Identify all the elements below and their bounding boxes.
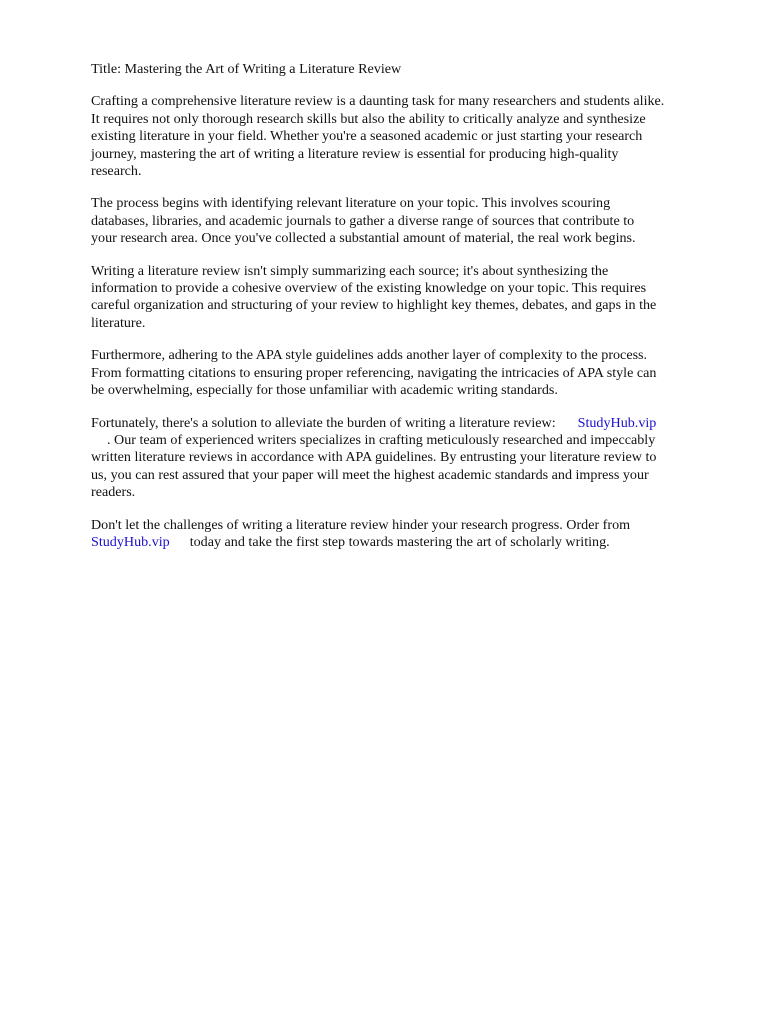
paragraph-solution [91, 415, 727, 502]
paragraph-line: us, you can rest assured that your paper will meet the highest academic standards and impress your [91, 466, 649, 483]
paragraph-closing [91, 517, 727, 552]
paragraph-line: It requires not only thorough research skills but also the ability to critically analyze and synthesize [91, 110, 646, 127]
paragraph-line: existing literature in your field. Whether you're a seasoned academic or just starting your research [91, 128, 643, 145]
paragraph-line: The process begins with identifying relevant literature on your topic. This involves scouring [91, 195, 611, 212]
paragraph-line: Crafting a comprehensive literature review is a daunting task for many researchers and students alike. [91, 93, 665, 110]
paragraph-line: be overwhelming, especially for those unfamiliar with academic writing standards. [91, 382, 558, 399]
paragraph-line: journey, mastering the art of writing a literature review is essential for producing high-quality [91, 145, 619, 162]
paragraph-line: literature. [91, 314, 146, 331]
closing-text: today and take the first step towards mastering the art of scholarly writing. [189, 533, 610, 550]
studyhub-link[interactable]: StudyHub.vip [577, 414, 657, 431]
paragraph-line [91, 415, 727, 432]
paragraph-line: Writing a literature review isn't simply summarizing each source; it's about synthesizing the [91, 262, 609, 279]
solution-text: Fortunately, there's a solution to alleviate the burden of writing a literature review: [91, 414, 556, 431]
paragraph-line: careful organization and structuring of your review to highlight key themes, debates, and gaps in the [91, 297, 657, 314]
paragraph-line: information to provide a cohesive overview of the existing knowledge on your topic. This requires [91, 280, 647, 297]
paragraph-line [91, 432, 727, 449]
studyhub-link[interactable]: StudyHub.vip [91, 533, 170, 550]
paragraph-line: From formatting citations to ensuring proper referencing, navigating the intricacies of APA style can [91, 364, 657, 381]
paragraph-line [91, 534, 727, 551]
paragraph-line: Don't let the challenges of writing a literature review hinder your research progress. Order from [91, 516, 631, 533]
paragraph-line: written literature reviews in accordance with APA guidelines. By entrusting your literature review to [91, 449, 657, 466]
paragraph-line: databases, libraries, and academic journals to gather a diverse range of sources that contribute to [91, 212, 635, 229]
paragraph-apa [91, 347, 727, 399]
paragraph-line: your research area. Once you've collected a substantial amount of material, the real work begins. [91, 230, 636, 247]
paragraph-line: readers. [91, 484, 136, 501]
paragraph-line: research. [91, 163, 142, 180]
paragraph-line: Furthermore, adhering to the APA style guidelines adds another layer of complexity to the process. [91, 347, 648, 364]
document-page [91, 61, 727, 566]
document-title: Title: Mastering the Art of Writing a Literature Review [91, 61, 402, 77]
paragraph-process [91, 195, 727, 247]
paragraph-intro [91, 93, 727, 180]
paragraph-synthesis [91, 263, 727, 333]
solution-text: . Our team of experienced writers specializes in crafting meticulously researched and impeccably [107, 431, 656, 448]
